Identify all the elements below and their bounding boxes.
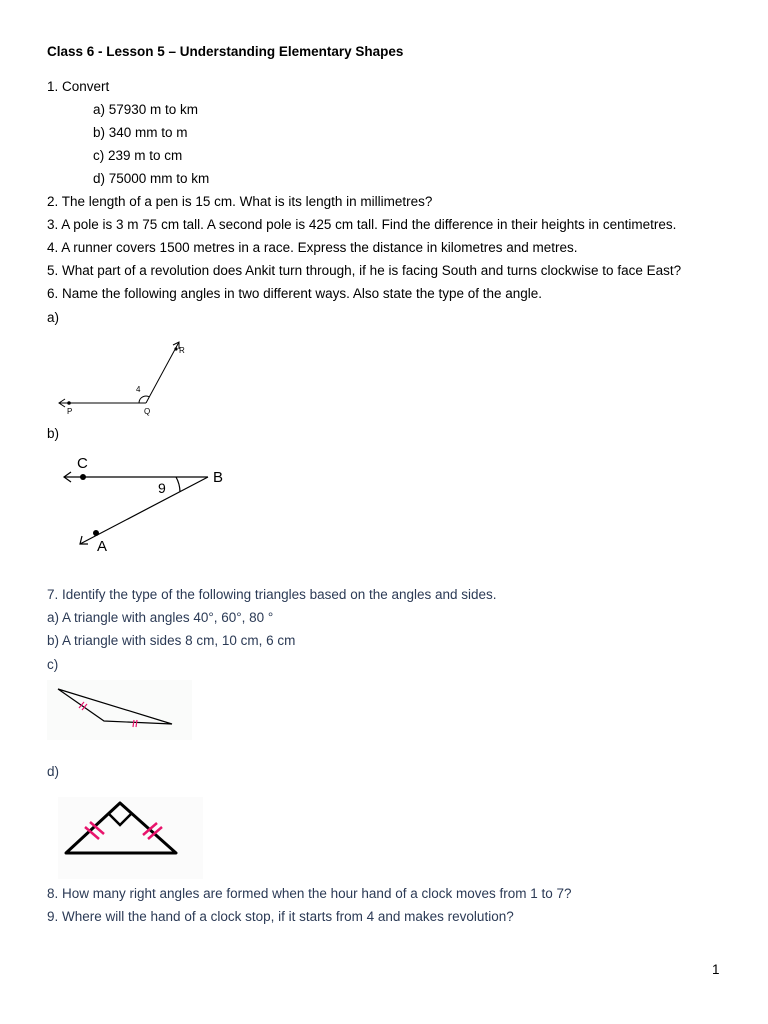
- angle-label: 9: [158, 480, 166, 496]
- question-1-item-a: a) 57930 m to km: [93, 102, 199, 117]
- label-p: P: [67, 407, 73, 416]
- angle-pqr-figure: [55, 335, 205, 420]
- page-number: 1: [712, 962, 720, 977]
- question-5: 5. What part of a revolution does Ankit turn through, if he is facing South and turns clockwise to face East?: [47, 263, 682, 278]
- question-3: 3. A pole is 3 m 75 cm tall. A second pole is 425 cm tall. Find the difference in their heights in centimetres.: [47, 217, 677, 232]
- angle-cba-figure: [58, 452, 238, 557]
- label-q: Q: [144, 407, 151, 416]
- question-6-part-a: a): [47, 310, 60, 325]
- angle-label: 4: [136, 385, 141, 394]
- label-b: B: [213, 469, 224, 486]
- question-6: 6. Name the following angles in two different ways. Also state the type of the angle.: [47, 286, 543, 301]
- question-2: 2. The length of a pen is 15 cm. What is its length in millimetres?: [47, 194, 433, 209]
- question-7: 7. Identify the type of the following triangles based on the angles and sides.: [47, 587, 497, 602]
- label-r: R: [179, 346, 185, 355]
- label-c: C: [77, 455, 88, 472]
- question-7-part-c: c): [47, 657, 59, 672]
- label-a: A: [97, 538, 108, 555]
- question-7-part-b: b) A triangle with sides 8 cm, 10 cm, 6 cm: [47, 633, 296, 648]
- question-4: 4. A runner covers 1500 metres in a race. Express the distance in kilometres and metres.: [47, 240, 578, 255]
- question-6-part-b: b): [47, 426, 60, 441]
- isosceles-right-triangle-figure: [58, 797, 203, 879]
- question-7-part-a: a) A triangle with angles 40°, 60°, 80 °: [47, 610, 274, 625]
- isosceles-obtuse-triangle-figure: [47, 680, 192, 740]
- question-7-part-d: d): [47, 764, 60, 779]
- page-title: Class 6 - Lesson 5 – Understanding Elementary Shapes: [47, 44, 404, 59]
- question-8: 8. How many right angles are formed when the hour hand of a clock moves from 1 to 7?: [47, 886, 572, 901]
- question-9: 9. Where will the hand of a clock stop, if it starts from 4 and makes revolution?: [47, 909, 514, 924]
- question-1-item-b: b) 340 mm to m: [93, 125, 188, 140]
- question-1-item-c: c) 239 m to cm: [93, 148, 183, 163]
- question-1-item-d: d) 75000 mm to km: [93, 171, 210, 186]
- question-1: 1. Convert: [47, 79, 110, 94]
